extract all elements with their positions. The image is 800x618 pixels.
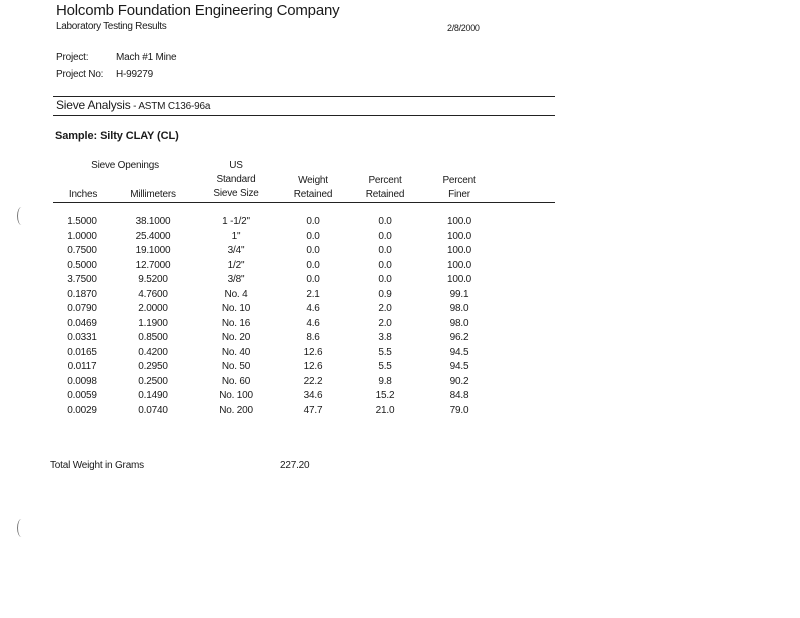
- cell-percent-finer: 100.0: [446, 259, 472, 271]
- cell-percent-finer: 94.5: [449, 361, 469, 372]
- section-standard: - ASTM C136-96a: [130, 101, 211, 112]
- cell-inches: 0.0165: [67, 346, 97, 358]
- punch-hole-mark: [17, 207, 26, 225]
- project-number-label: Project No:: [56, 69, 104, 80]
- cell-percent-retained: 0.0: [378, 259, 392, 271]
- cell-weight-retained: 12.6: [303, 346, 323, 358]
- cell-inches: 1.5000: [67, 216, 97, 227]
- cell-percent-retained: 0.0: [378, 216, 392, 227]
- header-weight-line2: Retained: [293, 189, 333, 200]
- cell-inches: 0.0029: [67, 404, 97, 416]
- header-us-line1: US: [229, 160, 243, 171]
- cell-weight-retained: 4.6: [306, 303, 320, 314]
- report-subtitle: Laboratory Testing Results: [56, 21, 167, 32]
- cell-millimeters: 0.2500: [138, 375, 168, 387]
- cell-sieve-size: No. 4: [224, 288, 248, 300]
- header-weight-retained: [282, 174, 344, 202]
- cell-percent-finer: 79.0: [449, 404, 469, 416]
- header-percent-finer: [428, 174, 490, 202]
- cell-percent-retained: 21.0: [375, 404, 395, 416]
- cell-percent-retained: 5.5: [378, 361, 392, 372]
- cell-sieve-size: No. 50: [221, 361, 251, 372]
- cell-millimeters: 25.4000: [135, 230, 171, 242]
- header-sieve-openings: Sieve Openings: [91, 160, 159, 171]
- cell-weight-retained: 0.0: [306, 274, 320, 285]
- cell-sieve-size: 3/4": [227, 245, 245, 256]
- cell-sieve-size: 1": [231, 230, 241, 242]
- cell-percent-retained: 0.0: [378, 274, 392, 285]
- cell-millimeters: 0.8500: [138, 332, 168, 343]
- cell-millimeters: 9.5200: [138, 274, 168, 285]
- cell-inches: 0.0117: [67, 361, 97, 372]
- section-rule-top: [53, 96, 555, 97]
- cell-inches: 0.0469: [67, 317, 97, 329]
- section-title-text: Sieve Analysis: [56, 98, 131, 112]
- cell-millimeters: 0.2950: [138, 361, 168, 372]
- header-us-line2: Standard: [216, 174, 256, 185]
- cell-weight-retained: 0.0: [306, 245, 320, 256]
- cell-inches: 0.0059: [67, 390, 97, 401]
- header-pct-ret-line2: Retained: [365, 189, 405, 200]
- cell-millimeters: 1.1900: [138, 317, 168, 329]
- cell-weight-retained: 0.0: [306, 259, 320, 271]
- cell-millimeters: 0.1490: [138, 390, 168, 401]
- project-number-value: H-99279: [116, 69, 153, 80]
- cell-percent-retained: 15.2: [375, 390, 395, 401]
- cell-millimeters: 2.0000: [138, 303, 168, 314]
- header-us-standard-sieve: [200, 159, 272, 201]
- cell-percent-retained: 0.9: [378, 288, 392, 300]
- cell-inches: 0.5000: [67, 259, 97, 271]
- cell-millimeters: 38.1000: [135, 216, 171, 227]
- cell-percent-finer: 100.0: [446, 230, 472, 242]
- cell-inches: 0.1870: [67, 288, 97, 300]
- header-inches: Inches: [68, 189, 98, 200]
- cell-inches: 0.0331: [67, 332, 97, 343]
- cell-percent-finer: 90.2: [449, 375, 469, 387]
- header-us-line3: Sieve Size: [213, 188, 259, 199]
- cell-inches: 1.0000: [67, 230, 97, 242]
- sample-label: Sample:: [55, 130, 98, 142]
- cell-percent-finer: 100.0: [446, 245, 472, 256]
- report-date: 2/8/2000: [447, 23, 480, 33]
- cell-percent-retained: 3.8: [378, 332, 392, 343]
- cell-percent-retained: 5.5: [378, 346, 392, 358]
- cell-sieve-size: No. 200: [219, 404, 253, 416]
- cell-percent-retained: 2.0: [378, 303, 392, 314]
- total-weight-value: 227.20: [280, 460, 310, 471]
- cell-percent-retained: 0.0: [378, 245, 392, 256]
- cell-millimeters: 12.7000: [135, 259, 171, 271]
- cell-inches: 0.7500: [67, 245, 97, 256]
- total-weight-label: Total Weight in Grams: [50, 460, 144, 471]
- header-weight-line1: Weight: [298, 175, 328, 186]
- cell-inches: 0.0790: [67, 303, 97, 314]
- cell-sieve-size: No. 40: [221, 346, 251, 358]
- cell-millimeters: 4.7600: [138, 288, 168, 300]
- cell-sieve-size: No. 60: [221, 375, 251, 387]
- cell-inches: 0.0098: [67, 375, 97, 387]
- section-title: [56, 98, 210, 112]
- cell-weight-retained: 4.6: [306, 317, 320, 329]
- company-name: Holcomb Foundation Engineering Company: [56, 2, 340, 19]
- header-percent-retained: [354, 174, 416, 202]
- cell-weight-retained: 12.6: [303, 361, 323, 372]
- cell-percent-retained: 2.0: [378, 317, 392, 329]
- project-value: Mach #1 Mine: [116, 52, 177, 63]
- cell-sieve-size: No. 10: [221, 303, 251, 314]
- cell-millimeters: 0.4200: [138, 346, 168, 358]
- sample-value: Silty CLAY (CL): [100, 130, 179, 142]
- cell-weight-retained: 22.2: [303, 375, 323, 387]
- cell-sieve-size: 3/8": [227, 274, 245, 285]
- cell-millimeters: 19.1000: [135, 245, 171, 256]
- cell-percent-finer: 100.0: [446, 274, 472, 285]
- cell-percent-finer: 84.8: [449, 390, 469, 401]
- section-rule-bottom: [53, 115, 555, 116]
- cell-sieve-size: 1/2": [227, 259, 245, 271]
- cell-percent-finer: 99.1: [449, 288, 469, 300]
- header-pct-fin-line2: Finer: [448, 189, 470, 200]
- cell-percent-finer: 98.0: [449, 303, 469, 314]
- header-pct-ret-line1: Percent: [368, 175, 402, 186]
- header-millimeters: Millimeters: [130, 189, 176, 200]
- cell-percent-finer: 100.0: [446, 216, 472, 227]
- cell-weight-retained: 34.6: [303, 390, 323, 401]
- cell-percent-retained: 0.0: [378, 230, 392, 242]
- cell-sieve-size: No. 100: [219, 390, 253, 401]
- cell-weight-retained: 0.0: [306, 230, 320, 242]
- cell-percent-retained: 9.8: [378, 375, 392, 387]
- cell-weight-retained: 47.7: [303, 404, 323, 416]
- header-pct-fin-line1: Percent: [442, 175, 476, 186]
- cell-sieve-size: 1 -1/2": [222, 216, 250, 227]
- project-label: Project:: [56, 52, 89, 63]
- cell-percent-finer: 98.0: [449, 317, 469, 329]
- cell-weight-retained: 2.1: [306, 288, 320, 300]
- table-header-rule: [53, 202, 555, 203]
- cell-sieve-size: No. 16: [221, 317, 251, 329]
- cell-inches: 3.7500: [67, 274, 97, 285]
- punch-hole-mark: [17, 519, 26, 537]
- cell-weight-retained: 8.6: [306, 332, 320, 343]
- cell-sieve-size: No. 20: [221, 332, 251, 343]
- sample-line: [55, 130, 179, 142]
- cell-millimeters: 0.0740: [138, 404, 168, 416]
- cell-percent-finer: 96.2: [449, 332, 469, 343]
- cell-weight-retained: 0.0: [306, 216, 320, 227]
- cell-percent-finer: 94.5: [449, 346, 469, 358]
